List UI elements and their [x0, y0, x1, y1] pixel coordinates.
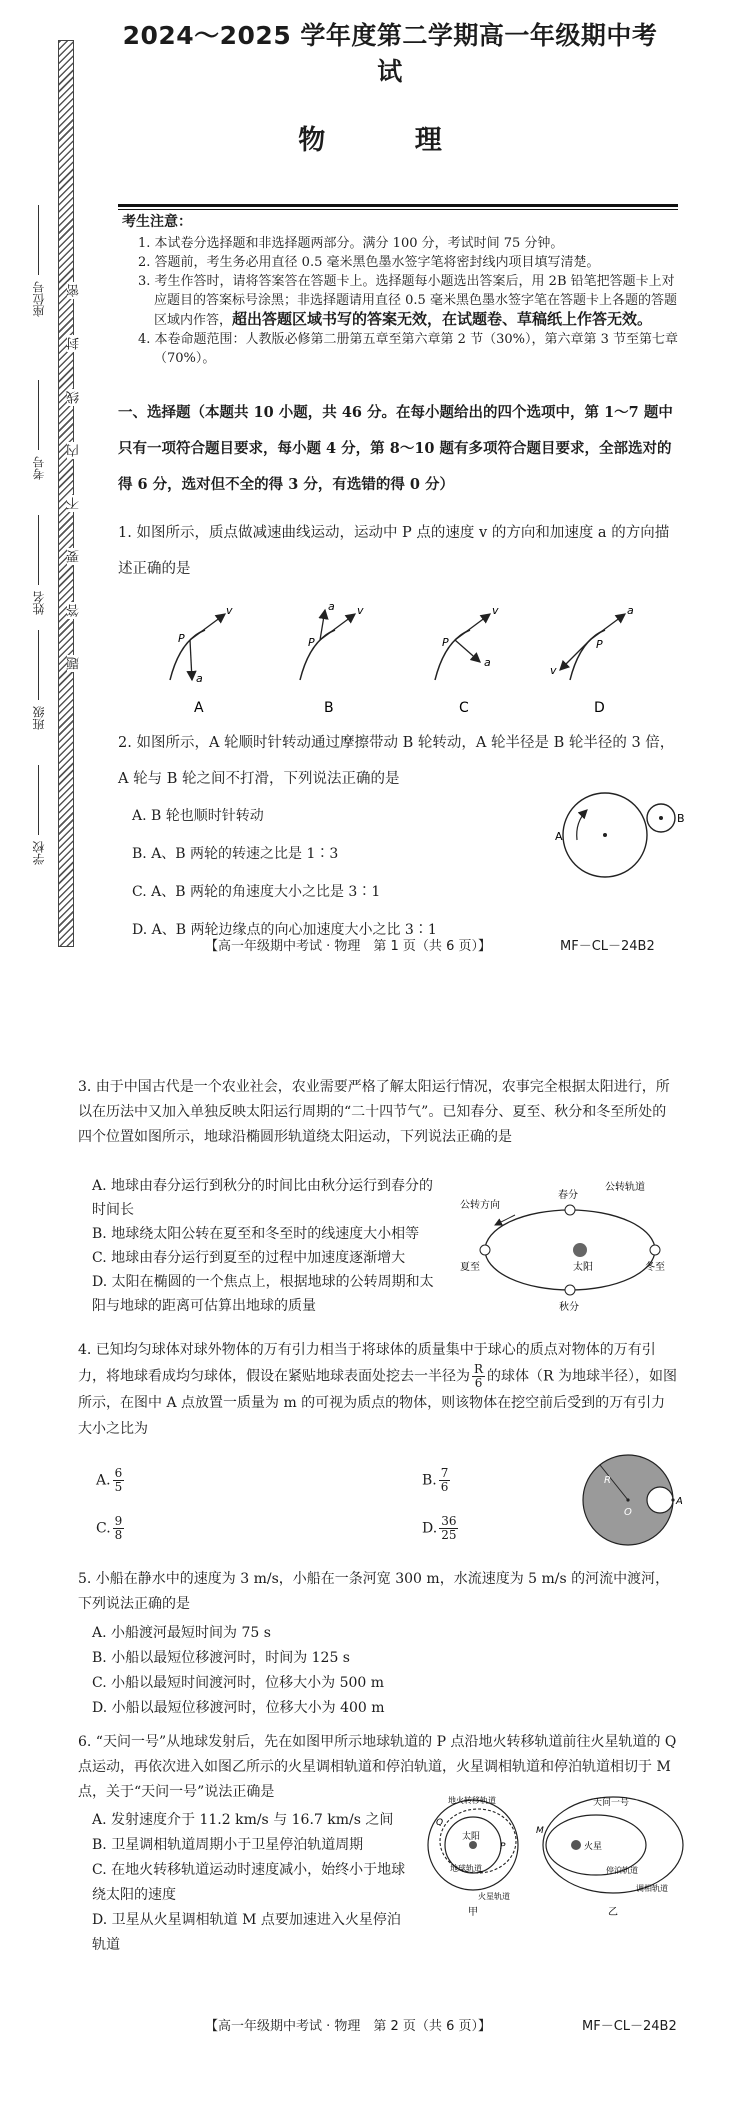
frac-den: 6 — [440, 1480, 449, 1494]
exam-page-2 — [0, 1075, 743, 2104]
page-footer: 【高一年级期中考试 · 物理 第 2 页（共 6 页）】 — [205, 2019, 491, 2034]
v-label: v — [357, 604, 364, 617]
question-4 — [78, 1337, 678, 1442]
frac-den: 5 — [114, 1480, 123, 1494]
frac-num: 7 — [440, 1466, 449, 1480]
earth-icon — [480, 1245, 490, 1255]
fraction — [439, 1467, 451, 1494]
figure-label: 乙 — [608, 1907, 618, 1918]
figure-yi — [536, 1796, 683, 1918]
cavity — [647, 1487, 673, 1513]
point-label: P — [308, 636, 315, 649]
seal-char: 封 — [67, 337, 82, 351]
q1-option-d-figure — [550, 604, 634, 716]
earth-orbit — [485, 1210, 655, 1290]
option-d[interactable]: D. 小船以最短位移渡河时，位移大小为 400 m — [92, 1700, 385, 1716]
point-a-label: A — [676, 1496, 683, 1507]
mars-orbit-label: 火星轨道 — [478, 1892, 510, 1901]
radius-label: R — [604, 1475, 611, 1486]
field-name[interactable] — [30, 515, 47, 615]
option-b[interactable]: B. 卫星调相轨道周期小于卫星停泊轨道周期 — [92, 1837, 364, 1853]
page-gap — [0, 960, 743, 1075]
orbit-label: 公转轨道 — [605, 1182, 645, 1193]
divider — [118, 204, 678, 207]
mars-label: 火星 — [584, 1842, 603, 1852]
stem-text: 的球体（R 为地球半径），如图所示，在图中 A 点放置一质量为 m 的可视为质点的物体，则该物体在挖空前后受到的万有引力大小之比为 — [78, 1368, 678, 1437]
field-school[interactable] — [30, 765, 47, 865]
phasing-label: 调相轨道 — [636, 1884, 668, 1893]
option-d[interactable]: D. 卫星从火星调相轨道 M 点要加速进入火星停泊轨道 — [92, 1912, 401, 1953]
field-label: 姓名 — [32, 591, 46, 615]
notice-title: 考生注意： — [122, 214, 192, 230]
q2-wheels-figure — [545, 780, 685, 890]
frac-num: 36 — [441, 1514, 457, 1528]
sun-icon — [469, 1841, 477, 1849]
v-label: v — [550, 664, 557, 677]
v-label: v — [226, 604, 233, 617]
question-stem: 5. 小船在静水中的速度为 3 m/s，小船在一条河宽 300 m，水流速度为 5 m/s 的河流中渡河，下列说法正确的是 — [78, 1571, 670, 1612]
option-c[interactable]: C. 地球由春分运行到夏至的过程中加速度逐渐增大 — [92, 1250, 406, 1266]
earth-icon — [565, 1285, 575, 1295]
phasing-orbit — [543, 1797, 683, 1893]
summer-label: 夏至 — [460, 1262, 480, 1273]
exam-title: 2024～2025 学年度第二学期高一年级期中考试 — [122, 21, 658, 86]
option-label: D — [594, 700, 605, 716]
notice-item: 4. 本卷命题范围：人教版必修第二册第五章至第六章第 2 节（30%），第六章第 3 节至第七章（70%）。 — [138, 332, 679, 366]
notice-item: 2. 答题前，考生务必用直径 0.5 毫米黑色墨水签字笔将密封线内项目填写清楚。 — [138, 255, 600, 270]
q6-options — [92, 1808, 412, 1958]
q1-option-c-figure — [435, 604, 499, 716]
notice-strong: 超出答题区域书写的答案无效，在试题卷、草稿纸上作答无效。 — [232, 310, 653, 328]
frac-den: 8 — [114, 1528, 123, 1542]
question-stem — [78, 1337, 678, 1442]
frac-den: 6 — [474, 1376, 483, 1390]
sun-label: 太阳 — [462, 1832, 481, 1842]
field-exam-no[interactable] — [30, 380, 47, 480]
option-d[interactable] — [422, 1515, 460, 1542]
seal-char: 答 — [67, 603, 82, 617]
q1-option-a-figure — [170, 604, 233, 716]
direction-label: 公转方向 — [460, 1200, 500, 1211]
q6-orbit-figure — [418, 1787, 693, 1922]
seal-char: 线 — [67, 390, 82, 404]
section-heading — [118, 395, 683, 503]
question-stem: 1. 如图所示，质点做减速曲线运动，运动中 P 点的速度 v 的方向和加速度 a 的方向描述正确的是 — [118, 525, 670, 577]
sun-label: 太阳 — [573, 1262, 593, 1273]
q4-earth-cavity-figure — [578, 1445, 688, 1555]
question-3 — [78, 1075, 678, 1150]
p-label: P — [500, 1842, 506, 1852]
field-label: 学校 — [32, 841, 46, 865]
point-label: P — [596, 638, 603, 651]
subject-title: 物 理 — [298, 125, 482, 156]
option-key: B. — [422, 1472, 437, 1489]
paper-code: MF－CL－24B2 — [582, 2019, 677, 2034]
field-seat[interactable] — [30, 205, 47, 317]
seal-char: 不 — [67, 497, 82, 511]
seal-char: 要 — [67, 550, 82, 564]
field-class[interactable] — [30, 630, 47, 730]
frac-num: 6 — [114, 1466, 123, 1480]
option-key: D. — [422, 1520, 438, 1537]
option-c[interactable]: C. 小船以最短时间渡河时，位移大小为 500 m — [92, 1675, 385, 1691]
v-label: v — [492, 604, 499, 617]
transfer-label: 地火转移轨道 — [448, 1796, 496, 1805]
option-c[interactable]: C. A、B 两轮的角速度大小之比是 3∶1 — [132, 884, 381, 900]
option-a[interactable]: A. 小船渡河最短时间为 75 s — [92, 1625, 271, 1641]
a-label: a — [328, 600, 335, 613]
question-stem: 3. 由于中国古代是一个农业社会，农业需要严格了解太阳运行情况，农事完全根据太阳进行，所以在历法中又加入单独反映太阳运行周期的“二十四节气”。已知春分、夏至、秋分和冬至所处的四个位置如图所示，地球沿椭圆形轨道绕太阳运动，下列说法正确的是 — [78, 1079, 670, 1145]
seal-char: 题 — [67, 656, 82, 670]
q3-orbit-figure — [455, 1170, 685, 1320]
a-label: a — [196, 672, 203, 685]
question-1 — [118, 515, 683, 587]
wheel-b-label: B — [677, 812, 685, 825]
q1-option-b-figure — [300, 600, 364, 716]
option-key: C. — [96, 1520, 111, 1537]
field-label: 班级 — [32, 706, 46, 730]
figure-jia — [428, 1795, 518, 1918]
option-label: A — [194, 700, 204, 716]
divider — [118, 209, 678, 210]
fraction — [439, 1515, 458, 1542]
field-label: 考号 — [32, 456, 46, 480]
q5-options — [92, 1621, 385, 1721]
option-b[interactable] — [422, 1467, 452, 1494]
probe-label: 天问一号 — [593, 1798, 630, 1808]
question-5 — [78, 1567, 678, 1617]
option-b[interactable]: B. 地球绕太阳公转在夏至和冬至时的线速度大小相等 — [92, 1226, 420, 1242]
frac-num: 9 — [114, 1514, 123, 1528]
question-stem: 2. 如图所示，A 轮顺时针转动通过摩擦带动 B 轮转动，A 轮半径是 B 轮半径的 3 倍，A 轮与 B 轮之间不打滑，下列说法正确的是 — [118, 735, 675, 787]
point-label: P — [178, 632, 185, 645]
wheel-a-label: A — [555, 830, 563, 843]
point-label: P — [442, 636, 449, 649]
seal-line-text — [64, 282, 86, 672]
frac-num: R — [474, 1362, 484, 1376]
seal-char: 密 — [67, 284, 82, 297]
paper-code: MF－CL－24B2 — [560, 939, 655, 954]
option-d[interactable]: D. 太阳在椭圆的一个焦点上，根据地球的公转周期和太阳与地球的距离可估算出地球的质量 — [92, 1274, 434, 1314]
exam-page-1 — [0, 0, 743, 960]
option-label: B — [324, 700, 334, 716]
option-a[interactable]: A. 地球由春分运行到秋分的时间比由秋分运行到春分的时间长 — [92, 1178, 434, 1218]
option-c[interactable] — [96, 1515, 126, 1542]
option-d[interactable]: D. A、B 两轮边缘点的向心加速度大小之比 3∶1 — [132, 922, 437, 938]
sun-icon — [573, 1243, 587, 1257]
notice-text: 3. 考生作答时，请将答案答在答题卡上。选择题每小题选出答案后，用 2B 铅笔把答题卡上对应题目的答案标号涂黑；非选择题请用直径 0.5 毫米黑色墨水签字笔在答题卡上各题的答题区域内作答， — [138, 274, 677, 328]
option-a[interactable]: A. 发射速度介于 11.2 km/s 与 16.7 km/s 之间 — [92, 1812, 394, 1828]
stem-text: 4. 已知均匀球体对球外物体的万有引力相当于将球体的质量集中于球心的质点对物体的万有引力，将地球看成均匀球体，假设在紧贴地球表面处挖去一半径为 — [78, 1342, 656, 1385]
q3-options — [92, 1174, 442, 1318]
frac-den: 25 — [441, 1528, 457, 1542]
q1-figure — [150, 600, 670, 720]
m-label: M — [536, 1826, 544, 1836]
page-footer: 【高一年级期中考试 · 物理 第 1 页（共 6 页）】 — [205, 939, 491, 954]
a-label: a — [627, 604, 634, 617]
fraction — [113, 1515, 125, 1542]
option-b[interactable]: B. 小船以最短位移渡河时，时间为 125 s — [92, 1650, 350, 1666]
a-label: a — [484, 656, 491, 669]
q-label: Q — [436, 1818, 444, 1828]
option-a[interactable] — [96, 1467, 126, 1494]
option-key: A. — [96, 1472, 111, 1489]
question-stem: 6. “天问一号”从地球发射后，先在如图甲所示地球轨道的 P 点沿地火转移轨道前往火星轨道的 Q 点运动，再依次进入如图乙所示的火星调相轨道和停泊轨道，火星调相轨道和停泊轨道相切于 M 点，关于“天问一号”说法正确是 — [78, 1734, 677, 1800]
autumn-label: 秋分 — [559, 1302, 579, 1313]
earth-icon — [565, 1205, 575, 1215]
option-a[interactable]: A. B 轮也顺时针转动 — [132, 808, 264, 824]
candidate-notice — [122, 213, 682, 368]
winter-label: 冬至 — [645, 1262, 665, 1273]
center-label: O — [624, 1507, 632, 1518]
figure-label: 甲 — [468, 1907, 478, 1918]
parking-label: 停泊轨道 — [606, 1866, 638, 1875]
option-label: C — [459, 700, 469, 716]
section-text: 一、选择题（本题共 10 小题，共 46 分。在每小题给出的四个选项中，第 1～7 题中只有一项符合题目要求，每小题 4 分，第 8～10 题有多项符合题目要求，全部选对的得 6 分，选对但不全的得 3 分，有选错的得 0 分） — [118, 404, 673, 493]
notice-item: 1. 本试卷分选择题和非选择题两部分。满分 100 分，考试时间 75 分钟。 — [138, 236, 564, 251]
option-c[interactable]: C. 在地火转移轨道运动时速度减小，始终小于地球绕太阳的速度 — [92, 1862, 406, 1903]
field-label: 座位号 — [32, 281, 46, 317]
earth-orbit-label: 地球轨道 — [450, 1864, 482, 1873]
earth-icon — [650, 1245, 660, 1255]
fraction — [113, 1467, 125, 1494]
mars-icon — [571, 1840, 581, 1850]
spring-label: 春分 — [558, 1190, 578, 1201]
notice-item — [122, 272, 682, 330]
option-b[interactable]: B. A、B 两轮的转速之比是 1∶3 — [132, 846, 339, 862]
seal-char: 内 — [67, 443, 82, 457]
fraction — [472, 1363, 485, 1390]
